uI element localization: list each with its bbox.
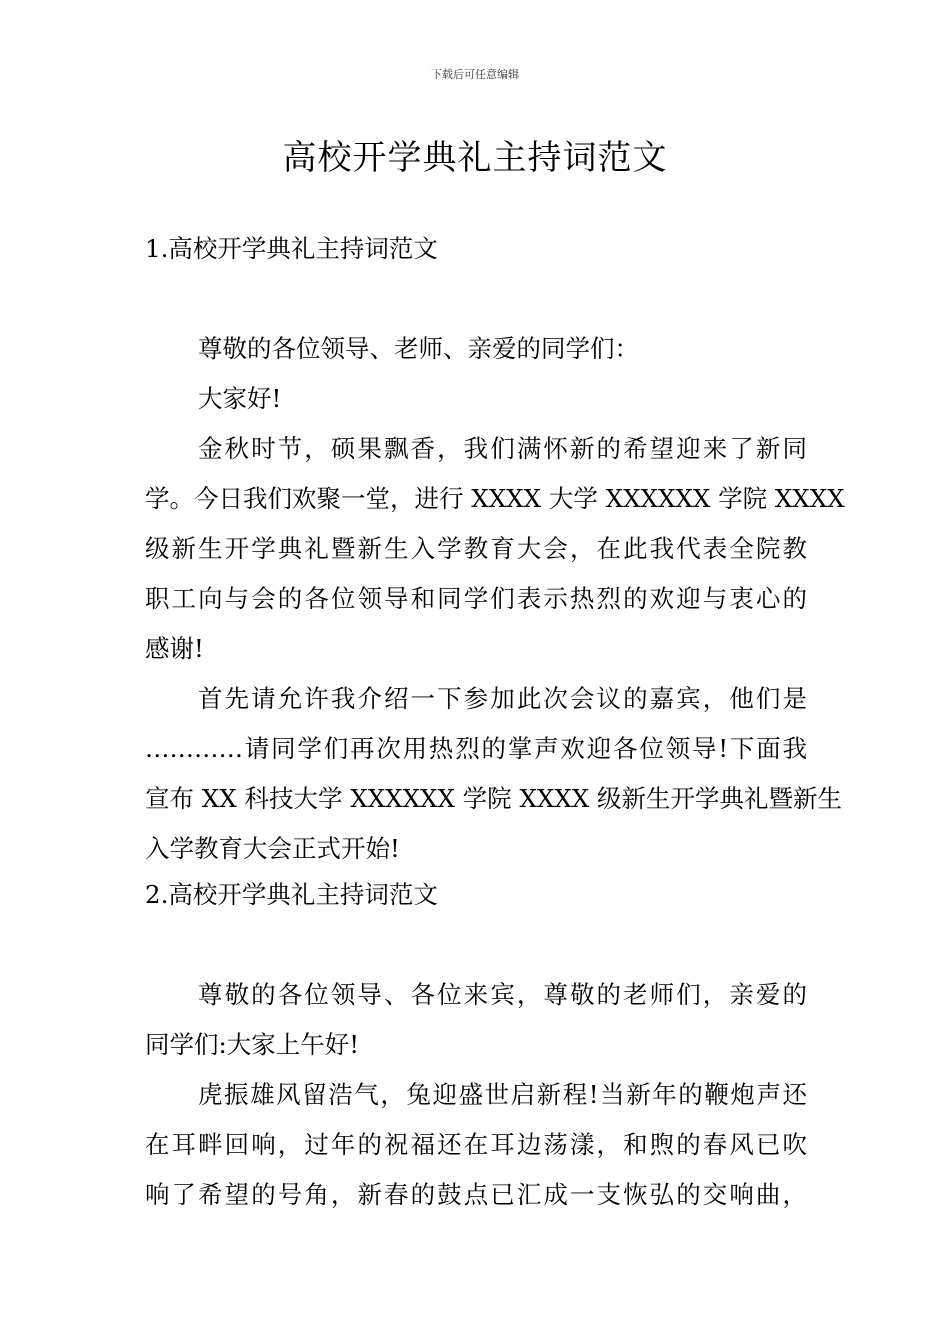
salutation: 尊敬的各位领导、老师、亲爱的同学们： bbox=[198, 334, 639, 363]
section-2 bbox=[145, 870, 807, 920]
greeting: 同学们:大家上午好! bbox=[145, 1030, 360, 1059]
section-heading: 2.高校开学典礼主持词范文 bbox=[145, 880, 438, 909]
paragraph-line: 首先请允许我介绍一下参加此次会议的嘉宾，他们是 bbox=[198, 684, 807, 713]
paragraph-line: 虎振雄风留浩气，兔迎盛世启新程!当新年的鞭炮声还 bbox=[198, 1080, 807, 1109]
paragraph-line: 感谢! bbox=[145, 634, 204, 663]
paragraph-line: 宣布 XX 科技大学 XXXXXX 学院 XXXX 级新生开学典礼暨新生 bbox=[145, 784, 843, 813]
section-1 bbox=[145, 224, 807, 274]
header-note: 下载后可任意编辑 bbox=[431, 68, 519, 81]
section-1-body bbox=[145, 324, 845, 874]
greeting: 大家好! bbox=[198, 384, 282, 413]
paragraph-line: 在耳畔回响，过年的祝福还在耳边荡漾，和煦的春风已吹 bbox=[145, 1130, 807, 1159]
paragraph-line: 金秋时节，硕果飘香，我们满怀新的希望迎来了新同 bbox=[198, 434, 807, 463]
document-title: 高校开学典礼主持词范文 bbox=[282, 138, 668, 178]
section-2-body bbox=[145, 970, 807, 1220]
paragraph-line: 级新生开学典礼暨新生入学教育大会，在此我代表全院教 bbox=[145, 534, 807, 563]
paragraph-line: 响了希望的号角，新春的鼓点已汇成一支恢弘的交响曲， bbox=[145, 1180, 807, 1209]
paragraph-line: 入学教育大会正式开始! bbox=[145, 834, 400, 863]
section-heading: 1.高校开学典礼主持词范文 bbox=[145, 234, 438, 263]
paragraph-line: 学。今日我们欢聚一堂，进行 XXXX 大学 XXXXXX 学院 XXXX bbox=[145, 484, 845, 513]
paragraph-line: …………请同学们再次用热烈的掌声欢迎各位领导!下面我 bbox=[145, 734, 807, 763]
salutation: 尊敬的各位领导、各位来宾，尊敬的老师们，亲爱的 bbox=[198, 980, 807, 1009]
paragraph-line: 职工向与会的各位领导和同学们表示热烈的欢迎与衷心的 bbox=[145, 584, 807, 613]
